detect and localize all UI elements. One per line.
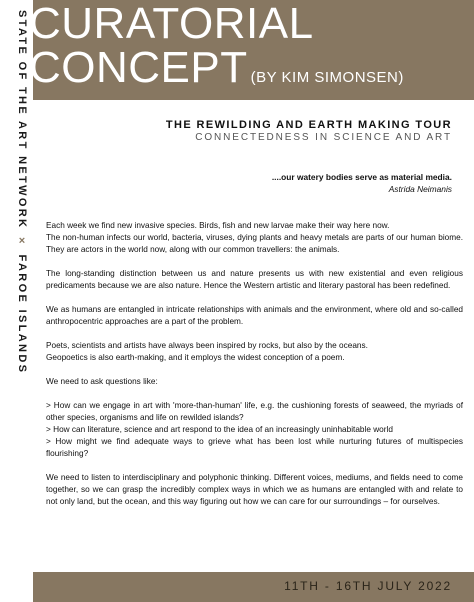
event-date: 11TH - 16TH JULY 2022 <box>284 579 452 593</box>
paragraph-line: Each week we find new invasive species. Birds, fish and new larvae make their way here now. <box>46 221 390 230</box>
paragraph-line: Geopoetics is also earth-making, and it employs the widest conception of a poem. <box>46 353 345 362</box>
paragraph: We need to ask questions like: <box>46 377 158 386</box>
paragraph <box>46 340 463 364</box>
paragraph-line: Poets, scientists and artists have always been inspired by rocks, but also by the oceans. <box>46 341 368 350</box>
page-title <box>29 2 474 100</box>
tour-subtitle: CONNECTEDNESS IN SCIENCE AND ART <box>195 132 452 143</box>
paragraph: We need to listen to interdisciplinary and polyphonic thinking. Different voices, mediums, and fields need to come together, so we can grasp the incredibly complex ways in which we as humans are entangled with and relate to not only land, but the ocean, and this way figuring out how we can care for our surroundings – for ourselves. <box>46 473 463 506</box>
author-credit: (BY KIM SIMONSEN) <box>250 69 404 86</box>
title-line-2 <box>29 43 474 100</box>
location-label: FAROE ISLANDS <box>16 254 28 375</box>
question-item: > How can literature, science and art respond to the idea of an increasingly uninhabitable world <box>46 425 393 434</box>
quote-text: ....our watery bodies serve as material media. <box>271 172 452 182</box>
body-text <box>46 220 463 520</box>
title-concept: CONCEPT <box>29 43 248 92</box>
separator-glyph: × <box>16 234 28 250</box>
sidebar-label <box>16 10 28 374</box>
question-item: > How might we find adequate ways to grieve what has been lost while nurturing futures of multispecies flourishing? <box>46 437 463 458</box>
tour-title: THE REWILDING AND EARTH MAKING TOUR <box>165 119 452 131</box>
paragraph <box>46 220 463 256</box>
paragraph: We as humans are entangled in intricate relationships with animals and the environment, where old and so-called anthropocentric approaches are a part of the problem. <box>46 305 463 326</box>
question-item: > How can we engage in art with 'more-than-human' life, e.g. the cushioning forests of seaweed, the myriads of other species, organisms and life on rewilded islands? <box>46 401 463 422</box>
quote-author: Astrida Neimanis <box>388 184 452 194</box>
question-list <box>46 400 463 460</box>
paragraph-line: The non-human infects our world, bacteria, viruses, dying plants and heavy metals are parts of our human biome. They are actors in the world now, along with our common travellers: the animals. <box>46 233 463 254</box>
title-line-1: CURATORIAL <box>29 0 314 48</box>
network-label: STATE OF THE ART NETWORK <box>16 10 28 230</box>
paragraph: The long-standing distinction between us and nature presents us with new existential and even religious predicaments because we are also nature. Hence the Western artistic and literary pastoral has been redefined. <box>46 269 463 290</box>
epigraph <box>272 171 452 195</box>
